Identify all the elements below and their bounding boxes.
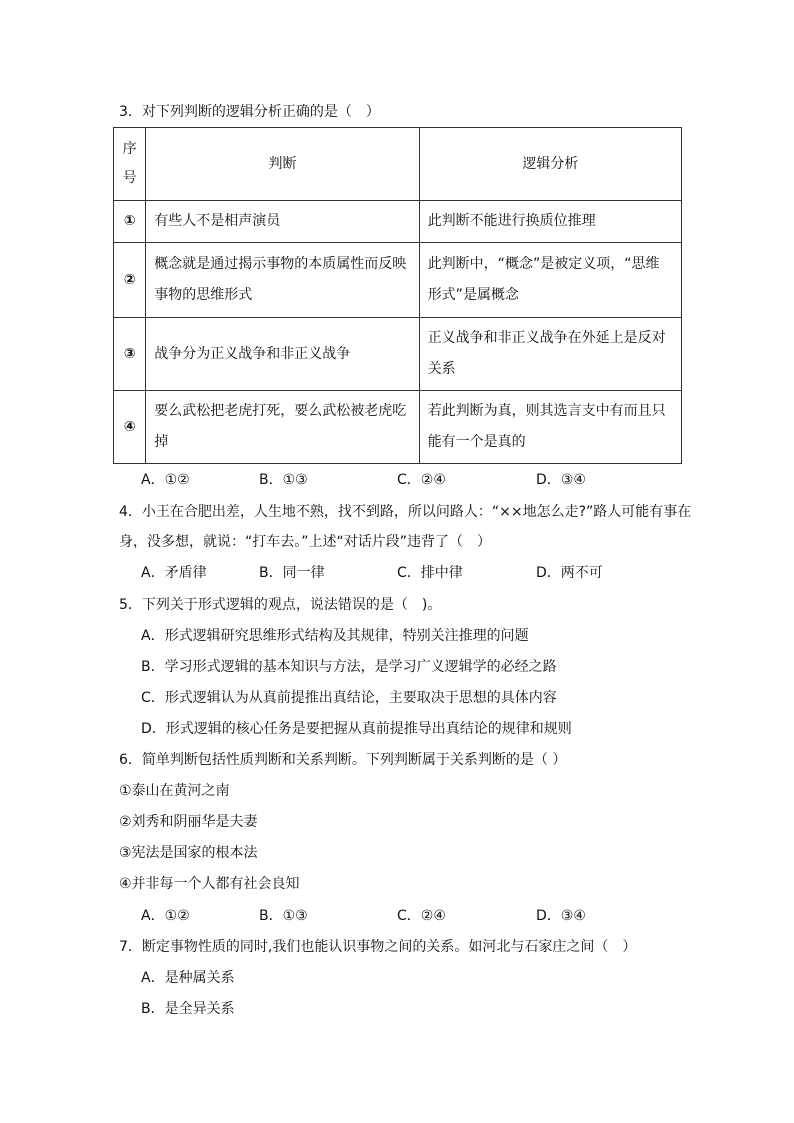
question-3-table bbox=[113, 127, 682, 464]
row-no: ② bbox=[114, 243, 146, 318]
question-3-options bbox=[141, 470, 701, 490]
row-analysis: 若此判断为真，则其选言支中有而且只能有一个是真的 bbox=[419, 391, 681, 464]
table-row bbox=[114, 318, 682, 391]
option-b[interactable]: B．①③ bbox=[259, 908, 308, 924]
option-c[interactable]: C．②④ bbox=[397, 472, 446, 488]
header-judgment: 判断 bbox=[146, 128, 419, 201]
option-c[interactable]: C．②④ bbox=[397, 908, 446, 924]
row-analysis: 此判断不能进行换质位推理 bbox=[419, 201, 681, 243]
row-analysis: 此判断中，“概念”是被定义项，“思维形式”是属概念 bbox=[419, 243, 681, 318]
row-judgment: 要么武松把老虎打死，要么武松被老虎吃掉 bbox=[146, 391, 419, 464]
row-no: ③ bbox=[114, 318, 146, 391]
question-6-stem: 6．简单判断包括性质判断和关系判断。下列判断属于关系判断的是（ ） bbox=[119, 752, 567, 768]
question-6-item: ②刘秀和阴丽华是夫妻 bbox=[119, 814, 258, 830]
question-6-options bbox=[141, 906, 701, 926]
question-6-item: ④并非每一个人都有社会良知 bbox=[119, 876, 300, 892]
question-4-stem-line2: 身，没多想，就说：“打车去。”上述“对话片段”违背了（ ） bbox=[119, 534, 492, 550]
row-judgment: 有些人不是相声演员 bbox=[146, 201, 419, 243]
row-no: ① bbox=[114, 201, 146, 243]
option-a[interactable]: A．矛盾律 bbox=[141, 565, 207, 581]
option-a[interactable]: A．形式逻辑研究思维形式结构及其规律，特别关注推理的问题 bbox=[141, 628, 529, 644]
table-header-row bbox=[114, 128, 682, 201]
option-c[interactable]: C．形式逻辑认为从真前提推出真结论，主要取决于思想的具体内容 bbox=[141, 690, 557, 706]
row-judgment: 战争分为正义战争和非正义战争 bbox=[146, 318, 419, 391]
option-b[interactable]: B．是全异关系 bbox=[141, 1001, 235, 1017]
option-b[interactable]: B．同一律 bbox=[259, 565, 325, 581]
row-no: ④ bbox=[114, 391, 146, 464]
header-no: 序号 bbox=[114, 128, 146, 201]
table-row bbox=[114, 201, 682, 243]
question-4-stem-line1: 4．小王在合肥出差，人生地不熟，找不到路，所以问路人：“××地怎么走?”路人可能有事在 bbox=[119, 504, 692, 520]
option-c[interactable]: C．排中律 bbox=[397, 565, 463, 581]
question-3-stem: 3．对下列判断的逻辑分析正确的是（ ） bbox=[119, 104, 380, 120]
table-row bbox=[114, 391, 682, 464]
question-4-options bbox=[141, 563, 701, 583]
question-6-item: ③宪法是国家的根本法 bbox=[119, 845, 258, 861]
option-b[interactable]: B．学习形式逻辑的基本知识与方法，是学习广义逻辑学的必经之路 bbox=[141, 659, 557, 675]
option-a[interactable]: A．①② bbox=[141, 472, 190, 488]
option-d[interactable]: D．形式逻辑的核心任务是要把握从真前提推导出真结论的规律和规则 bbox=[141, 721, 572, 737]
option-d[interactable]: D．③④ bbox=[536, 472, 586, 488]
option-a[interactable]: A．①② bbox=[141, 908, 190, 924]
option-d[interactable]: D．两不可 bbox=[536, 565, 603, 581]
option-a[interactable]: A．是种属关系 bbox=[141, 970, 235, 986]
row-analysis: 正义战争和非正义战争在外延上是反对关系 bbox=[419, 318, 681, 391]
table-row bbox=[114, 243, 682, 318]
row-judgment: 概念就是通过揭示事物的本质属性而反映事物的思维形式 bbox=[146, 243, 419, 318]
question-6-item: ①泰山在黄河之南 bbox=[119, 783, 230, 799]
question-5-stem: 5．下列关于形式逻辑的观点，说法错误的是（ )。 bbox=[119, 597, 442, 613]
header-analysis: 逻辑分析 bbox=[419, 128, 681, 201]
option-d[interactable]: D．③④ bbox=[536, 908, 586, 924]
option-b[interactable]: B．①③ bbox=[259, 472, 308, 488]
question-7-stem: 7．断定事物性质的同时,我们也能认识事物之间的关系。如河北与石家庄之间（ ） bbox=[119, 939, 637, 955]
